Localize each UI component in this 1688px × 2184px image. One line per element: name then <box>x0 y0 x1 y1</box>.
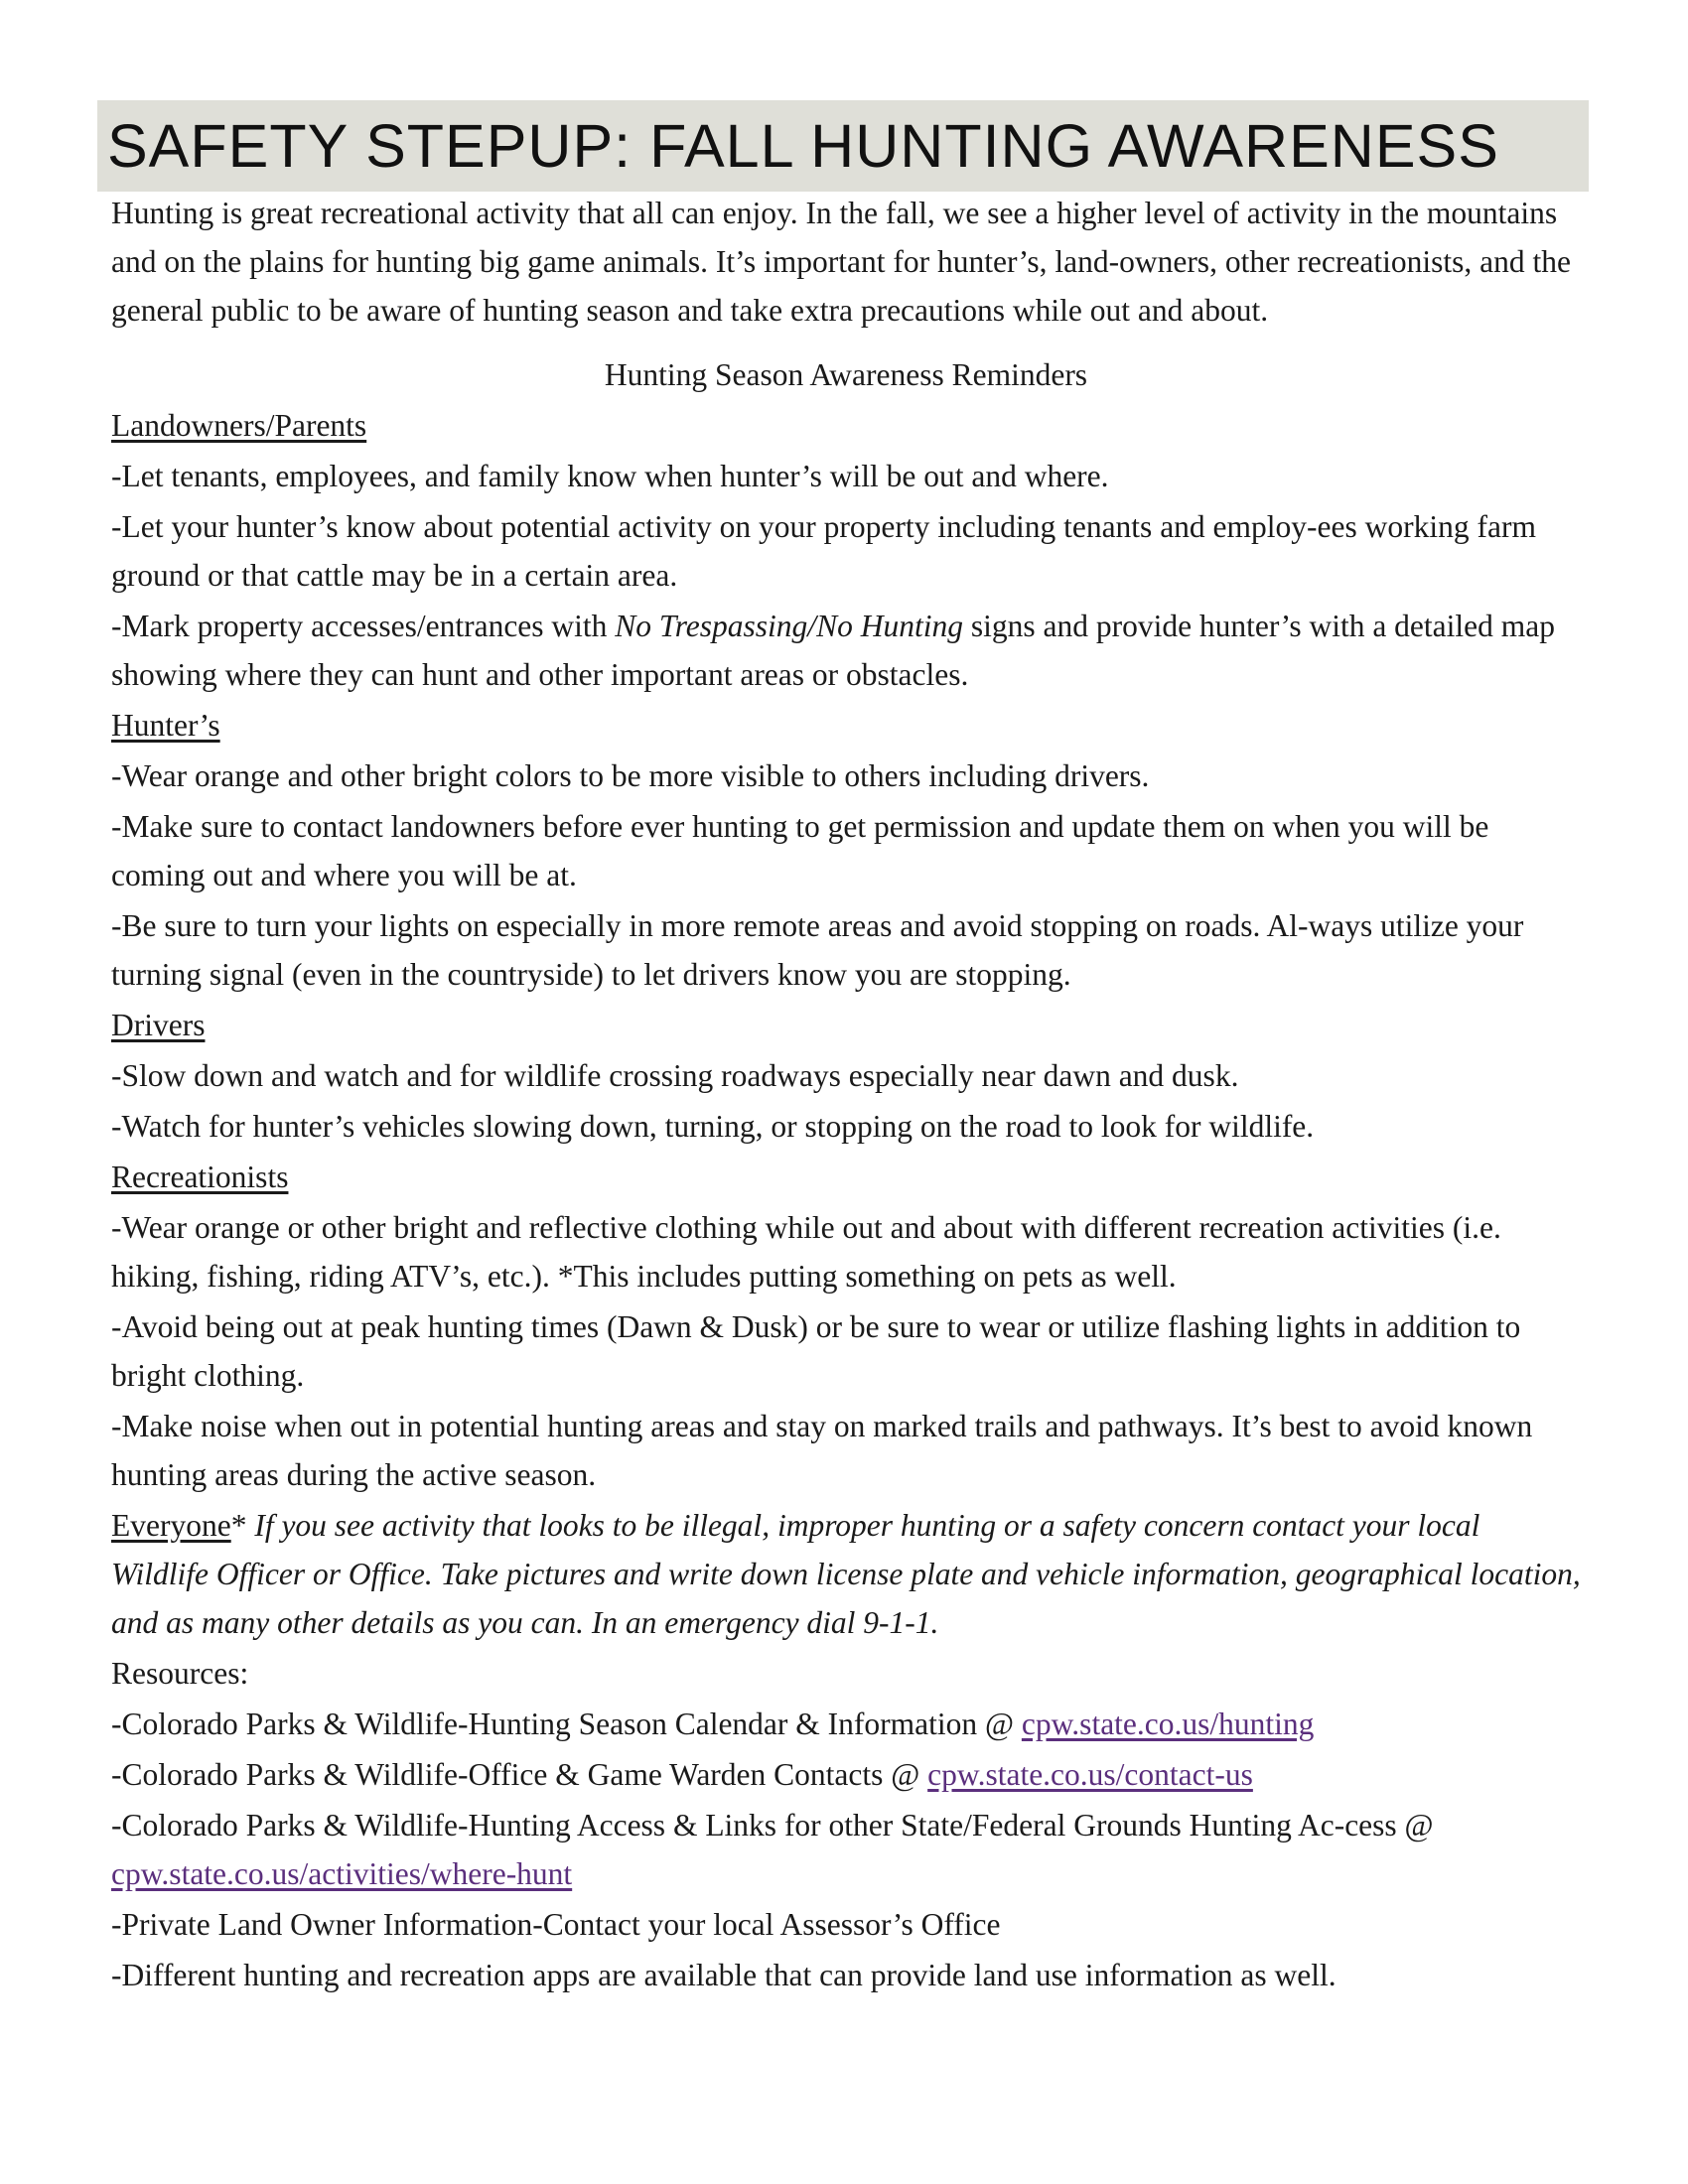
where-hunt-link[interactable]: cpw.state.co.us/activities/where-hunt <box>111 1856 573 1891</box>
everyone-heading: Everyone <box>111 1508 231 1543</box>
intro-paragraph: Hunting is great recreational activity that all can enjoy. In the fall, we see a higher level of activity in the mountains and on the plains for hunting big game animals. It’s important for hunter’s, land-owners, other recreationists, and the general public to be aware of hunting season and take extra precautions while out and about. <box>111 196 1571 328</box>
landowners-item-3-text-a: -Mark property accesses/entrances with <box>111 609 616 643</box>
resource-item-4: -Private Land Owner Information-Contact your local Assessor’s Office <box>111 1907 1001 1942</box>
recreationists-heading: Recreationists <box>111 1160 289 1194</box>
resource-2-text: -Colorado Parks & Wildlife-Office & Game Warden Contacts @ <box>111 1757 928 1792</box>
resource-item-1 <box>111 1700 1581 1748</box>
article-body <box>111 189 1581 2001</box>
section-subtitle: Hunting Season Awareness Reminders <box>604 357 1088 392</box>
landowners-item-1: -Let tenants, employees, and family know when hunter’s will be out and where. <box>111 459 1109 493</box>
resource-3-text: -Colorado Parks & Wildlife-Hunting Access & Links for other State/Federal Grounds Hunting Ac-cess @ <box>111 1808 1434 1843</box>
landowners-item-3 <box>111 602 1581 699</box>
no-trespassing-phrase: No Trespassing/No Hunting <box>615 609 963 643</box>
everyone-paragraph <box>111 1501 1581 1647</box>
resource-item-5: -Different hunting and recreation apps are available that can provide land use information as well. <box>111 1958 1336 1992</box>
contact-us-link[interactable]: cpw.state.co.us/contact-us <box>927 1757 1253 1792</box>
everyone-note: If you see activity that looks to be illegal, improper hunting or a safety concern contact your local Wildlife Officer or Office. Take pictures and write down license plate and vehicle information, geographical location, and as many other details as you can. In an emergency dial 9-1-1. <box>111 1508 1581 1640</box>
recreationists-item-3: -Make noise when out in potential hunting areas and stay on marked trails and pathways. It’s best to avoid known hunting areas during the active season. <box>111 1409 1533 1492</box>
drivers-heading: Drivers <box>111 1008 206 1042</box>
title-banner <box>97 100 1589 192</box>
drivers-item-2: -Watch for hunter’s vehicles slowing down, turning, or stopping on the road to look for wildlife. <box>111 1109 1315 1144</box>
hunters-item-3: -Be sure to turn your lights on especially in more remote areas and avoid stopping on roads. Al-ways utilize your turning signal (even in the countryside) to let drivers know you are stopping. <box>111 908 1524 992</box>
hunters-item-2: -Make sure to contact landowners before ever hunting to get permission and update them on when you will be coming out and where you will be at. <box>111 809 1489 892</box>
resource-item-3 <box>111 1801 1581 1898</box>
page-title: SAFETY STEPUP: FALL HUNTING AWARENESS <box>107 112 1499 180</box>
landowners-item-3-text-b: signs and provide hunter’s with a detailed map showing where they can hunt and other important areas or obstacles. <box>111 609 1555 692</box>
drivers-item-1: -Slow down and watch and for wildlife crossing roadways especially near dawn and dusk. <box>111 1058 1239 1093</box>
hunters-item-1: -Wear orange and other bright colors to be more visible to others including drivers. <box>111 758 1150 793</box>
landowners-heading: Landowners/Parents <box>111 408 367 443</box>
resource-1-text: -Colorado Parks & Wildlife-Hunting Season Calendar & Information @ <box>111 1706 1022 1741</box>
hunters-heading: Hunter’s <box>111 708 220 743</box>
recreationists-item-2: -Avoid being out at peak hunting times (Dawn & Dusk) or be sure to wear or utilize flashing lights in addition to bright clothing. <box>111 1309 1521 1393</box>
landowners-item-2: -Let your hunter’s know about potential activity on your property including tenants and employ-ees working farm ground or that cattle may be in a certain area. <box>111 509 1536 593</box>
hunting-link[interactable]: cpw.state.co.us/hunting <box>1021 1706 1315 1741</box>
everyone-asterisk: * <box>230 1508 247 1543</box>
resource-item-2 <box>111 1750 1581 1799</box>
resources-label: Resources: <box>111 1656 249 1691</box>
recreationists-item-1: -Wear orange or other bright and reflective clothing while out and about with different recreation activities (i.e. hiking, fishing, riding ATV’s, etc.). *This includes putting something on pets as well. <box>111 1210 1501 1294</box>
